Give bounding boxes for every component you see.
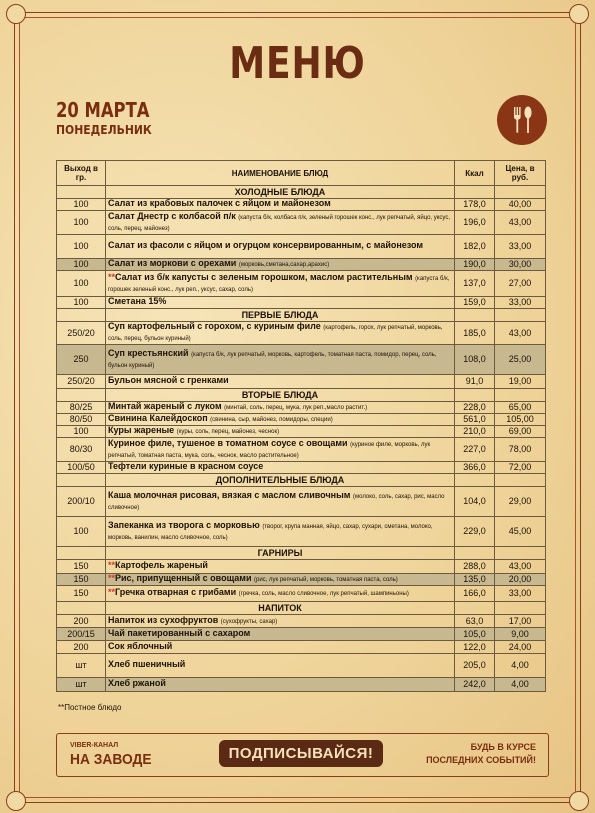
dish-name: Напиток из сухофруктов <box>108 614 219 625</box>
price-cell: 33,00 <box>495 586 546 602</box>
table-row <box>57 438 546 462</box>
frame-corner <box>6 4 26 24</box>
price-cell: 65,00 <box>495 402 546 414</box>
dish-ingredients: (капуста б/к, лук репчатый, морковь, картофель, томатная паста, помидор, перец, соль, бульон куриный) <box>108 351 437 369</box>
price-cell: 17,00 <box>495 615 546 628</box>
price-cell: 72,00 <box>495 462 546 474</box>
dish-cell <box>106 199 455 211</box>
dish-name: Салат из фасоли с яйцом и огурцом консервированным, с майонезом <box>108 240 424 250</box>
dish-name: Тефтели куриные в красном соусе <box>108 461 264 471</box>
section-cell <box>57 309 106 322</box>
dish-cell <box>106 426 455 438</box>
kcal-cell: 229,0 <box>455 517 495 547</box>
section-cell <box>57 547 106 560</box>
price-cell: 43,00 <box>495 211 546 235</box>
table-row <box>57 678 546 692</box>
kcal-cell: 205,0 <box>455 654 495 678</box>
price-cell: 24,00 <box>495 641 546 654</box>
menu-table <box>56 160 546 692</box>
table-header <box>57 161 546 186</box>
table-row <box>57 560 546 574</box>
dish-cell <box>106 615 455 628</box>
qty-cell: 100 <box>57 426 106 438</box>
kcal-cell: 135,0 <box>455 574 495 586</box>
section-row <box>57 389 546 402</box>
dish-cell <box>106 375 455 389</box>
qty-cell: 200/10 <box>57 487 106 517</box>
dish-cell <box>106 462 455 474</box>
dish-name: Гречка отварная с грибами <box>115 587 237 597</box>
kcal-cell: 122,0 <box>455 641 495 654</box>
qty-cell: 100 <box>57 517 106 547</box>
dish-name: Бульон мясной с гренками <box>108 375 229 385</box>
dish-name: Куриное филе, тушеное в томатном соусе с овощами <box>108 437 348 448</box>
qty-cell: 150 <box>57 586 106 602</box>
dish-cell <box>106 414 455 426</box>
dish-name: Минтай жареный с луком <box>108 401 222 411</box>
dish-cell <box>106 402 455 414</box>
qty-cell: 100 <box>57 259 106 271</box>
kcal-cell: 561,0 <box>455 414 495 426</box>
dish-name: Суп картофельный с горохом, с куриным филе <box>108 321 321 331</box>
dish-ingredients: (молоко, соль, сахар, рис, масло сливочное) <box>108 493 445 511</box>
dish-name: Свинина Калейдоскоп <box>108 413 208 423</box>
price-cell: 30,00 <box>495 259 546 271</box>
price-cell: 45,00 <box>495 517 546 547</box>
table-row <box>57 322 546 345</box>
dish-ingredients: (капуста б/к, колбаса п/к, зеленый горошек конс., лук репчатый, яйцо, уксус, соль, перец, майонез) <box>108 214 451 232</box>
subscribe-button[interactable]: ПОДПИСЫВАЙСЯ! <box>219 740 383 767</box>
qty-cell: 200 <box>57 615 106 628</box>
section-row <box>57 309 546 322</box>
table-row <box>57 487 546 517</box>
dish-cell <box>106 297 455 309</box>
price-cell: 25,00 <box>495 345 546 375</box>
dish-ingredients: (картофель, горох, лук репчатый, морковь, соль, перец, бульон куриный) <box>108 325 443 342</box>
section-cell <box>495 547 546 560</box>
dish-name: Рис, припущенный с овощами <box>115 573 252 583</box>
section-cell <box>455 309 495 322</box>
dish-cell <box>106 438 455 462</box>
section-title: НАПИТОК <box>106 602 455 615</box>
table-row <box>57 615 546 628</box>
section-row <box>57 186 546 199</box>
price-cell: 33,00 <box>495 235 546 259</box>
section-cell <box>495 474 546 487</box>
stay-line-1: БУДЬ В КУРСЕ <box>470 742 536 752</box>
kcal-cell: 137,0 <box>455 271 495 297</box>
stay-line-2: ПОСЛЕДНИХ СОБЫТИЙ! <box>426 755 536 765</box>
frame-corner <box>569 791 589 811</box>
dish-name: Картофель жареный <box>115 560 208 570</box>
qty-cell: 100 <box>57 271 106 297</box>
dish-cell <box>106 560 455 574</box>
price-header: Цена, в руб. <box>495 161 546 186</box>
qty-cell: 100/50 <box>57 462 106 474</box>
kcal-cell: 91,0 <box>455 375 495 389</box>
price-cell: 4,00 <box>495 678 546 692</box>
table-row <box>57 414 546 426</box>
dish-cell <box>106 487 455 517</box>
section-cell <box>495 602 546 615</box>
section-cell <box>495 309 546 322</box>
section-row <box>57 474 546 487</box>
dish-ingredients: (творог, крупа манная, яйцо, сахар, сухари, сметана, молоко, морковь, ванилин, масло сливочное, соль) <box>108 523 433 541</box>
viber-channel-name: НА ЗАВОДЕ <box>70 751 152 768</box>
dish-name: Сметана 15% <box>108 296 167 306</box>
price-cell: 29,00 <box>495 487 546 517</box>
dish-name: Куры жареные <box>108 425 175 435</box>
dish-name: Каша молочная рисовая, вязкая с маслом сливочным <box>108 489 351 500</box>
dish-name: Запеканка из творога с морковью <box>108 519 260 530</box>
kcal-cell: 288,0 <box>455 560 495 574</box>
qty-cell: 150 <box>57 560 106 574</box>
fork-spoon-icon <box>497 95 547 145</box>
qty-cell: 200/15 <box>57 628 106 641</box>
dish-cell <box>106 259 455 271</box>
table-row <box>57 375 546 389</box>
kcal-cell: 63,0 <box>455 615 495 628</box>
section-cell <box>57 389 106 402</box>
section-title: ХОЛОДНЫЕ БЛЮДА <box>106 186 455 199</box>
dish-cell <box>106 345 455 375</box>
dish-cell <box>106 271 455 297</box>
dish-name: Суп крестьянский <box>108 347 189 358</box>
kcal-cell: 159,0 <box>455 297 495 309</box>
section-row <box>57 547 546 560</box>
menu-body <box>57 186 546 692</box>
table-row <box>57 654 546 678</box>
price-cell: 9,00 <box>495 628 546 641</box>
dish-ingredients: (сухофрукты, сахар) <box>220 618 278 625</box>
dish-name: Чай пакетированный с сахаром <box>108 627 251 638</box>
qty-cell: 250/20 <box>57 375 106 389</box>
dish-ingredients: (свинина, сыр, майонез, помидоры, специи) <box>210 417 333 423</box>
dish-name: Салат Днестр с колбасой п/к <box>108 210 236 221</box>
qty-cell: 250/20 <box>57 322 106 345</box>
kcal-cell: 190,0 <box>455 259 495 271</box>
dish-cell <box>106 517 455 547</box>
section-cell <box>455 389 495 402</box>
kcal-cell: 196,0 <box>455 211 495 235</box>
dish-ingredients: (куры, соль, перец, майонез, чеснок) <box>176 429 280 435</box>
section-title: ГАРНИРЫ <box>106 547 455 560</box>
kcal-cell: 166,0 <box>455 586 495 602</box>
price-cell: 4,00 <box>495 654 546 678</box>
dish-name: Сок яблочный <box>108 640 173 651</box>
price-cell: 43,00 <box>495 560 546 574</box>
kcal-cell: 242,0 <box>455 678 495 692</box>
dish-cell <box>106 654 455 678</box>
dish-ingredients: (куриное филе, морковь, лук репчатый, томатная паста, мука, соль, чеснок, масло растительное) <box>108 441 431 459</box>
qty-cell: 80/25 <box>57 402 106 414</box>
table-row <box>57 641 546 654</box>
qty-cell: шт <box>57 654 106 678</box>
dish-name: Салат из моркови с орехами <box>108 258 237 268</box>
section-row <box>57 602 546 615</box>
dish-cell <box>106 574 455 586</box>
frame-corner <box>6 791 26 811</box>
lenten-mark: ** <box>108 560 116 570</box>
qty-cell: 250 <box>57 345 106 375</box>
table-row <box>57 211 546 235</box>
price-cell: 20,00 <box>495 574 546 586</box>
table-row <box>57 462 546 474</box>
dish-name: Салат из б/к капусты с зеленым горошком, маслом растительным <box>115 271 413 282</box>
table-row <box>57 271 546 297</box>
stay-informed-text <box>426 741 536 767</box>
kcal-cell: 228,0 <box>455 402 495 414</box>
dish-name: Хлеб ржаной <box>108 678 166 688</box>
qty-header: Выход в гр. <box>57 161 106 186</box>
kcal-cell: 108,0 <box>455 345 495 375</box>
kcal-cell: 104,0 <box>455 487 495 517</box>
section-cell <box>455 474 495 487</box>
dish-ingredients: (морковь,сметана,сахар,арахис) <box>238 262 330 268</box>
menu-weekday: ПОНЕДЕЛЬНИК <box>56 123 152 137</box>
table-row <box>57 628 546 641</box>
qty-cell: 100 <box>57 211 106 235</box>
table-row <box>57 199 546 211</box>
menu-date: 20 МАРТА <box>56 98 150 122</box>
qty-cell: 200 <box>57 641 106 654</box>
dish-cell <box>106 641 455 654</box>
table-row <box>57 345 546 375</box>
section-cell <box>57 602 106 615</box>
section-cell <box>495 389 546 402</box>
section-title: ДОПОЛНИТЕЛЬНЫЕ БЛЮДА <box>106 474 455 487</box>
price-cell: 27,00 <box>495 271 546 297</box>
dish-cell <box>106 678 455 692</box>
qty-cell: шт <box>57 678 106 692</box>
table-row <box>57 297 546 309</box>
kcal-cell: 210,0 <box>455 426 495 438</box>
section-cell <box>455 186 495 199</box>
table-row <box>57 586 546 602</box>
table-row <box>57 235 546 259</box>
table-row <box>57 259 546 271</box>
section-title: ПЕРВЫЕ БЛЮДА <box>106 309 455 322</box>
dish-cell <box>106 586 455 602</box>
lenten-mark: ** <box>108 587 116 597</box>
dish-ingredients: (минтай, соль, перец, мука, лук реп.,масло растит.) <box>224 405 368 411</box>
dish-name: Хлеб пшеничный <box>108 659 186 669</box>
price-cell: 78,00 <box>495 438 546 462</box>
dish-cell <box>106 211 455 235</box>
viber-label: VIBER-КАНАЛ <box>70 742 119 749</box>
price-cell: 105,00 <box>495 414 546 426</box>
lenten-footnote: **Постное блюдо <box>58 703 122 712</box>
kcal-cell: 366,0 <box>455 462 495 474</box>
qty-cell: 80/50 <box>57 414 106 426</box>
lenten-mark: ** <box>108 573 116 583</box>
price-cell: 19,00 <box>495 375 546 389</box>
table-row <box>57 426 546 438</box>
section-cell <box>57 474 106 487</box>
section-cell <box>495 186 546 199</box>
section-cell <box>57 186 106 199</box>
dish-ingredients: (гречка, соль, масло сливочное, лук репчатый, шампиньоны) <box>238 591 409 597</box>
dish-ingredients: (капуста б/к, горошек зеленый конс., лук реп., уксус, сахар, соль) <box>108 275 450 293</box>
kcal-cell: 178,0 <box>455 199 495 211</box>
price-cell: 33,00 <box>495 297 546 309</box>
table-row <box>57 517 546 547</box>
section-title: ВТОРЫЕ БЛЮДА <box>106 389 455 402</box>
lenten-mark: ** <box>108 271 116 282</box>
name-header: НАИМЕНОВАНИЕ БЛЮД <box>106 161 455 186</box>
kcal-cell: 182,0 <box>455 235 495 259</box>
price-cell: 69,00 <box>495 426 546 438</box>
qty-cell: 150 <box>57 574 106 586</box>
page-title: МЕНЮ <box>229 38 366 89</box>
table-row <box>57 574 546 586</box>
dish-cell <box>106 322 455 345</box>
qty-cell: 80/30 <box>57 438 106 462</box>
section-cell <box>455 602 495 615</box>
table-row <box>57 402 546 414</box>
kcal-header: Ккал <box>455 161 495 186</box>
price-cell: 40,00 <box>495 199 546 211</box>
frame-corner <box>569 4 589 24</box>
dish-ingredients: (рис, лук репчатый, морковь, томатная паста, соль) <box>254 577 398 583</box>
kcal-cell: 185,0 <box>455 322 495 345</box>
qty-cell: 100 <box>57 297 106 309</box>
price-cell: 43,00 <box>495 322 546 345</box>
dish-cell <box>106 628 455 641</box>
kcal-cell: 105,0 <box>455 628 495 641</box>
qty-cell: 100 <box>57 199 106 211</box>
section-cell <box>455 547 495 560</box>
dish-cell <box>106 235 455 259</box>
kcal-cell: 227,0 <box>455 438 495 462</box>
qty-cell: 100 <box>57 235 106 259</box>
dish-name: Салат из крабовых палочек с яйцом и майонезом <box>108 198 331 208</box>
